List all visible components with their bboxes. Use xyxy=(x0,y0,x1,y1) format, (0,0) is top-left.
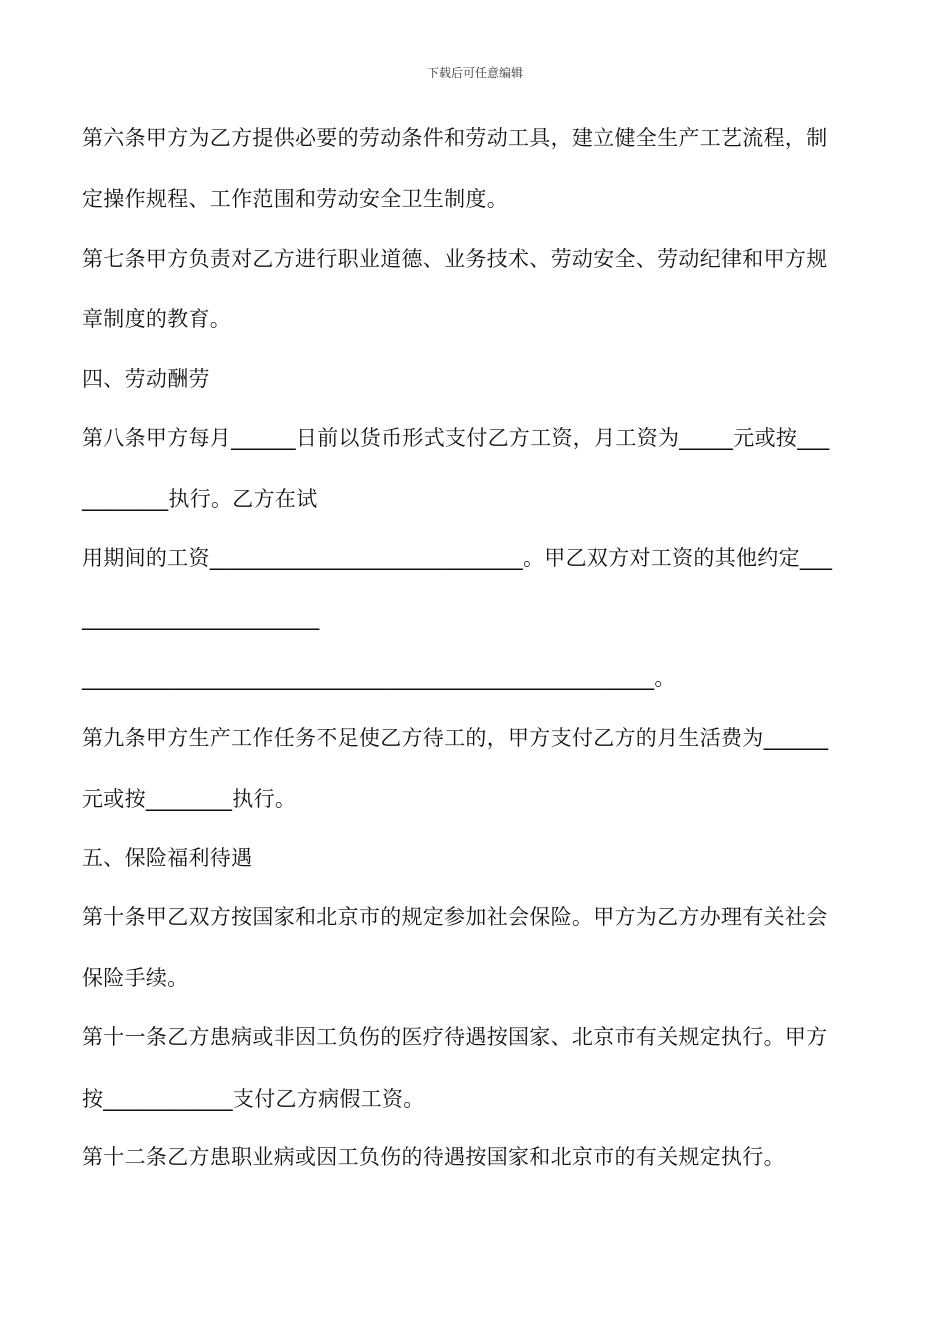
text-line-article11-part1: 第十一条乙方患病或非因工负伤的医疗待遇按国家、北京市有关规定执行。甲方 xyxy=(82,1025,828,1049)
text-line-article7-part2: 章制度的教育。 xyxy=(82,307,232,331)
text-line-article8-part2: ________执行。乙方在试 xyxy=(82,487,318,511)
section-heading-insurance: 五、保险福利待遇 xyxy=(82,846,253,870)
section-heading-remuneration: 四、劳动酬劳 xyxy=(82,367,210,391)
text-line-article10-part2: 保险手续。 xyxy=(82,966,189,990)
page-header: 下载后可任意编辑 xyxy=(426,66,523,80)
text-line-article9-part2: 元或按________执行。 xyxy=(82,787,297,811)
text-line-article12: 第十二条乙方患职业病或因工负伤的待遇按国家和北京市的有关规定执行。 xyxy=(82,1145,785,1169)
text-line-article8-part1: 第八条甲方每月______日前以货币形式支付乙方工资，月工资为_____元或按___ xyxy=(82,426,830,450)
text-line-article11-part2: 按____________支付乙方病假工资。 xyxy=(82,1087,425,1111)
text-line-article10-part1: 第十条甲乙双方按国家和北京市的规定参加社会保险。甲方为乙方办理有关社会 xyxy=(82,905,828,929)
text-line-article8-blank1: ______________________ xyxy=(82,606,320,630)
text-line-article6-part1: 第六条甲方为乙方提供必要的劳动条件和劳动工具，建立健全生产工艺流程，制 xyxy=(82,126,828,150)
text-line-article8-part3: 用期间的工资_____________________________。甲乙双方对工资的其他约定___ xyxy=(82,546,833,570)
text-line-article7-part1: 第七条甲方负责对乙方进行职业道德、业务技术、劳动安全、劳动纪律和甲方规 xyxy=(82,247,828,271)
text-line-article9-part1: 第九条甲方生产工作任务不足使乙方待工的，甲方支付乙方的月生活费为______ xyxy=(82,726,829,750)
text-line-article8-blank2: _____________________________________________________。 xyxy=(82,666,676,690)
text-line-article6-part2: 定操作规程、工作范围和劳动安全卫生制度。 xyxy=(82,187,508,211)
